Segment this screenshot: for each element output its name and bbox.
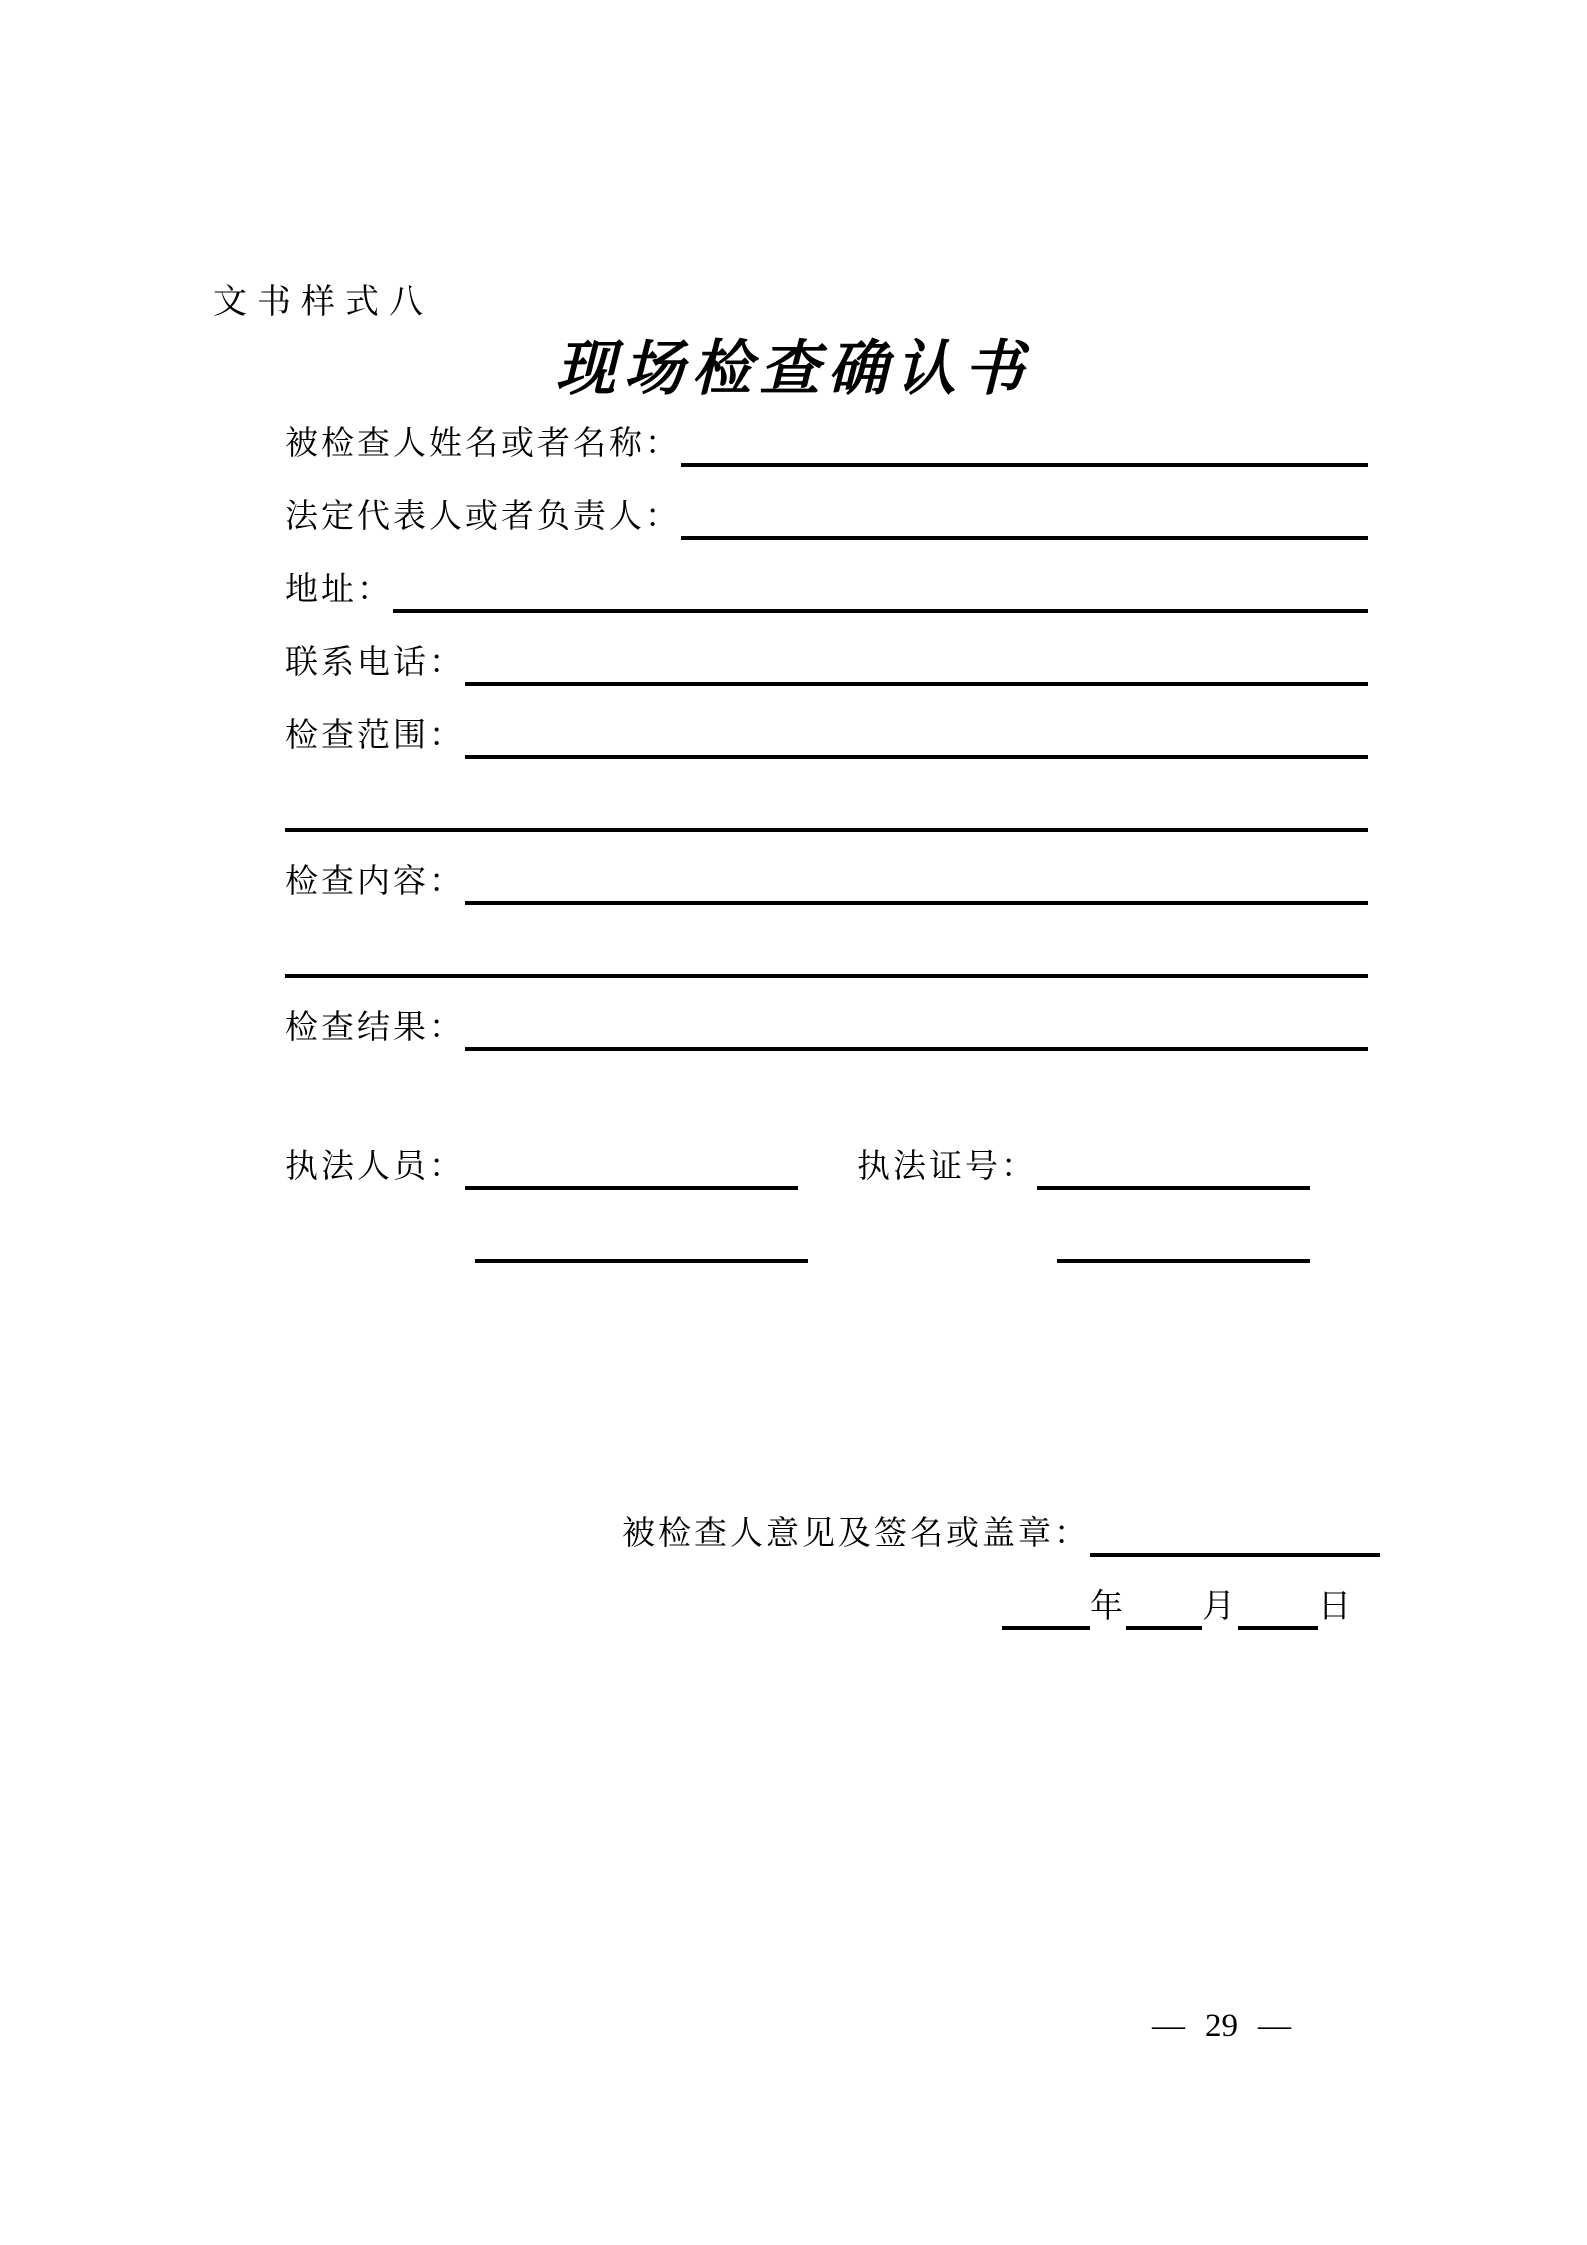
field-label: 地址： <box>285 572 393 608</box>
blank-line-inspection-scope-2 <box>285 776 1368 832</box>
blank-line-inspection-content-2 <box>285 922 1368 978</box>
field-label: 检查内容： <box>285 864 465 900</box>
field-row-date <box>1002 1578 1371 1630</box>
field-row-inspected-opinion-signature <box>622 1505 1380 1557</box>
year-label: 年 <box>1090 1589 1126 1625</box>
signature-label: 被检查人意见及签名或盖章： <box>622 1516 1090 1552</box>
field-row-enforcement-officer-2 <box>285 1211 1310 1263</box>
blank-line-year <box>1002 1574 1090 1630</box>
field-row-inspection-content-continuation <box>285 926 1368 978</box>
blank-line-month <box>1126 1574 1202 1630</box>
page-number-value: 29 <box>1205 2008 1238 2044</box>
blank-line-day <box>1238 1574 1318 1630</box>
blank-line-phone <box>465 630 1368 686</box>
page-title: 现场检查确认书 <box>555 336 1032 402</box>
field-label: 被检查人姓名或者名称： <box>285 426 681 462</box>
field-label: 检查范围： <box>285 718 465 754</box>
page-number-dash-left: — <box>1152 2008 1185 2044</box>
month-label: 月 <box>1202 1589 1238 1625</box>
blank-line-officer-2 <box>475 1207 808 1263</box>
field-row-inspected-name <box>285 415 1368 467</box>
field-row-inspection-content <box>285 853 1368 905</box>
day-label: 日 <box>1318 1589 1354 1625</box>
field-row-address <box>285 561 1368 613</box>
blank-line-inspection-result <box>465 995 1368 1051</box>
doc-style-label: 文书样式八 <box>213 284 433 321</box>
blank-line-inspection-content <box>465 849 1368 905</box>
cert-number-label: 执法证号： <box>857 1149 1037 1185</box>
spacer <box>798 1138 857 1190</box>
field-row-inspection-result <box>285 999 1368 1051</box>
blank-line-inspection-scope <box>465 703 1368 759</box>
blank-line-officer-1 <box>465 1134 798 1190</box>
field-row-phone <box>285 634 1368 686</box>
blank-line-cert-2 <box>1057 1207 1310 1263</box>
field-row-legal-representative <box>285 488 1368 540</box>
blank-line-legal-representative <box>681 484 1368 540</box>
blank-line-signature <box>1090 1501 1380 1557</box>
field-row-enforcement-officer <box>285 1138 1310 1190</box>
spacer <box>285 1211 475 1263</box>
field-row-inspection-scope-continuation <box>285 780 1368 832</box>
spacer <box>808 1211 1057 1263</box>
blank-line-address <box>393 557 1368 613</box>
field-row-inspection-scope <box>285 707 1368 759</box>
blank-line-inspected-name <box>681 411 1368 467</box>
field-label: 检查结果： <box>285 1010 465 1046</box>
page-number <box>1152 2010 1291 2043</box>
blank-line-cert-1 <box>1037 1134 1310 1190</box>
field-label: 联系电话： <box>285 645 465 681</box>
officer-label: 执法人员： <box>285 1149 465 1185</box>
page-number-dash-right: — <box>1258 2008 1291 2044</box>
field-label: 法定代表人或者负责人： <box>285 499 681 535</box>
